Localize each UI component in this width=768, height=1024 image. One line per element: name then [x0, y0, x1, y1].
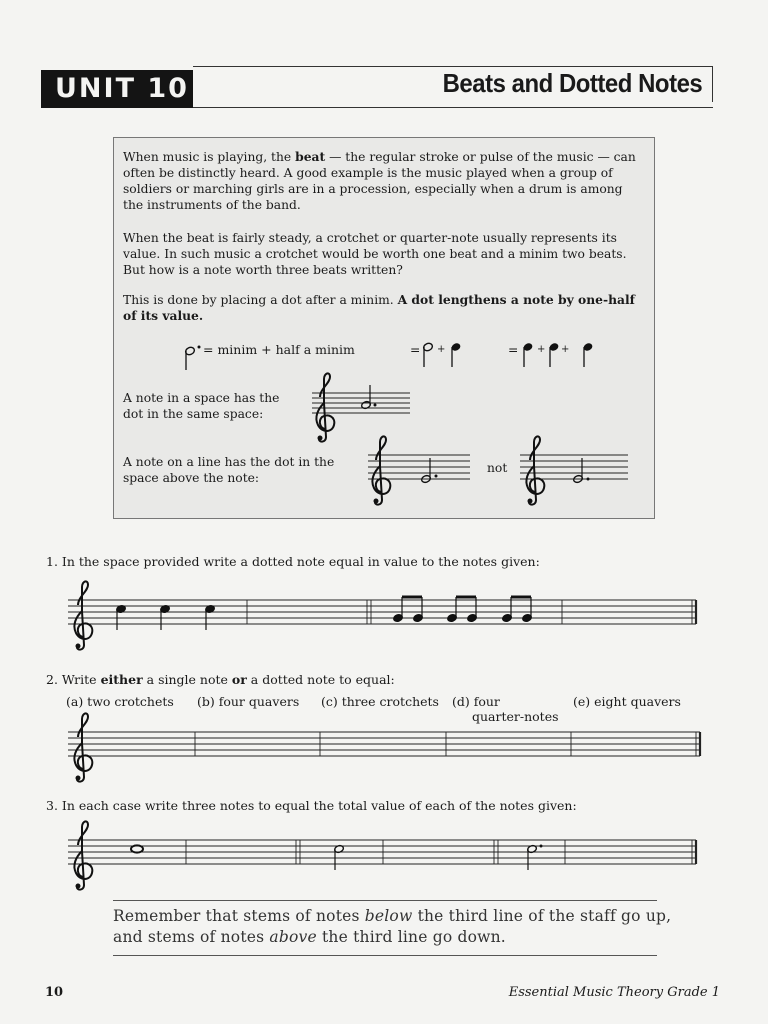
q1-quavers [393, 597, 533, 623]
q3-dotted-minim [527, 844, 543, 870]
option-d-cont: quarter-notes [472, 709, 559, 724]
minim-plus-crotchet-symbol [422, 342, 461, 367]
info-paragraph-dot: This is done by placing a dot after a minim. A dot lengthens a note by one-half of its value. [123, 292, 635, 323]
staff-question-3 [68, 840, 696, 864]
reminder-note: Remember that stems of notes below the third line of the staff go up, and stems of notes above the third line go down. [113, 907, 672, 946]
staff-line-example [368, 455, 470, 479]
question-1: 1. In the space provided write a dotted note equal in value to the notes given: [46, 554, 540, 569]
question-3: 3. In each case write three notes to equal the total value of each of the notes given: [46, 798, 577, 813]
dotted-minim-space-note [361, 385, 377, 410]
page-number: 10 [45, 985, 64, 1000]
option-a: (a) two crotchets [66, 694, 174, 709]
q1-crotchets [116, 604, 216, 630]
dotted-minim-line-note-incorrect [573, 458, 590, 484]
staff-space-example [312, 393, 410, 413]
option-b: (b) four quavers [197, 694, 300, 709]
treble-clef-icon [316, 373, 334, 441]
treble-clef-icon [526, 436, 544, 504]
not-label: not [487, 461, 508, 475]
dotted-minim-equation: = minim + half a minim [203, 342, 355, 357]
plus-sign-3: + [561, 344, 570, 355]
info-paragraph-beat: When music is playing, the beat — the regular stroke or pulse of the music — can often be distinctly heard. A good example is the music played when a group of soldiers or marching girls are in a procession, especially when a drum is among the instruments of the band. [123, 149, 636, 212]
dotted-minim-symbol [184, 346, 200, 371]
reminder-rule-bottom [113, 955, 657, 956]
option-c: (c) three crotchets [321, 694, 439, 709]
option-d: (d) four [452, 694, 500, 709]
q3-semibreve [131, 845, 143, 852]
info-paragraph-crotchet: When the beat is fairly steady, a crotchet or quarter-note usually represents its value. In such music a crotchet would be worth one beat and a minim two beats. But how is a note worth three beats written? [123, 231, 627, 277]
dotted-minim-line-note-correct [421, 458, 438, 484]
treble-clef-icon [74, 581, 92, 649]
plus-sign-1: + [437, 344, 446, 355]
line-rule-label: A note on a line has the dot in the space above the note: [123, 455, 335, 485]
treble-clef-icon [372, 436, 390, 504]
plus-sign-2: + [537, 344, 546, 355]
reminder-rule-top [113, 900, 657, 901]
equals-sign-2: = [508, 343, 519, 357]
option-e: (e) eight quavers [573, 694, 681, 709]
staff-line-incorrect [520, 455, 628, 479]
staff-question-2 [68, 732, 700, 756]
unit-label: UNIT 10 [41, 70, 193, 108]
three-crotchets-symbol [522, 342, 593, 367]
space-rule-label: A note in a space has the dot in the same space: [123, 391, 280, 421]
book-title: Essential Music Theory Grade 1 [508, 985, 720, 1000]
treble-clef-icon [74, 713, 92, 781]
q3-minim [334, 844, 345, 870]
page-title: Beats and Dotted Notes [442, 68, 702, 98]
question-2: 2. Write either a single note or a dotted note to equal: [46, 672, 395, 687]
equals-sign-1: = [410, 343, 421, 357]
treble-clef-icon [74, 821, 92, 889]
